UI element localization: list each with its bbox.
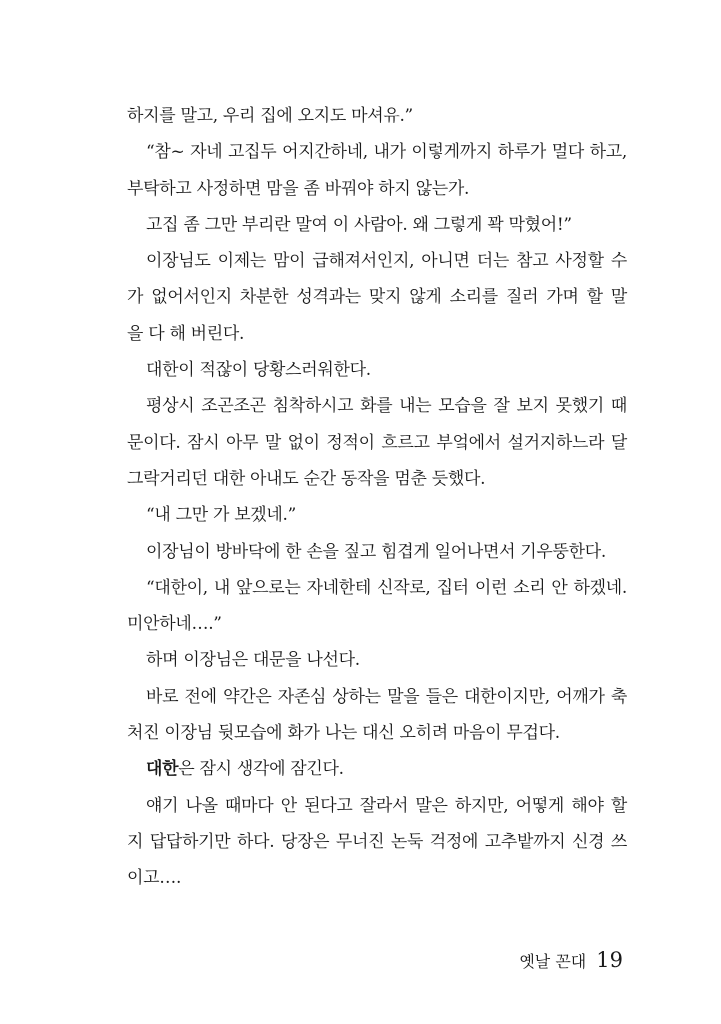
text-line: 고집 좀 그만 부리란 말여 이 사람아. 왜 그렇게 꽉 막혔어!” [146,214,572,235]
text-line [127,751,627,787]
text-line-rest: 은 잠시 생각에 잠긴다. [178,759,344,780]
text-line: 가 없어서인지 차분한 성격과는 맞지 않게 소리를 질러 가며 할 말 [127,287,627,308]
bold-word: 대한 [146,759,179,780]
text-line: 처진 이장님 뒷모습에 화가 나는 대신 오히려 마음이 무겁다. [127,723,560,744]
running-book-title: 옛날 꼰대 [519,952,587,971]
text-line: 문이다. 잠시 아무 말 없이 정적이 흐르고 부엌에서 설거지하느라 달 [127,432,627,453]
text-line: 부탁하고 사정하면 맘을 좀 바꿔야 하지 않는가. [127,178,470,199]
text-line: “내 그만 가 보겠네.” [146,505,297,526]
text-line: 그락거리던 대한 아내도 순간 동작을 멈춘 듯했다. [127,468,486,489]
text-line: 이고…. [127,868,182,889]
text-line: 얘기 나올 때마다 안 된다고 잘라서 말은 하지만, 어떻게 해야 할 [146,795,627,816]
page-number: 19 [596,948,623,972]
body-text [127,98,627,897]
page-footer [519,943,623,977]
text-line: 대한이 적잖이 당황스러워한다. [146,360,371,381]
text-line: 이장님도 이제는 맘이 급해져서인지, 아니면 더는 참고 사정할 수 [146,251,627,272]
text-line: 하지를 말고, 우리 집에 오지도 마셔유.” [127,106,413,126]
text-line: 지 답답하기만 하다. 당장은 무너진 논둑 걱정에 고추밭까지 신경 쓰 [127,831,627,852]
text-line: 하며 이장님은 대문을 나선다. [146,650,360,671]
text-line: 바로 전에 약간은 자존심 상하는 말을 들은 대한이지만, 어깨가 축 [146,686,627,707]
text-line: 을 다 해 버린다. [127,323,245,344]
text-line: 평상시 조곤조곤 침착하시고 화를 내는 모습을 잘 보지 못했기 때 [146,396,627,417]
text-line: “참~ 자네 고집두 어지간하네, 내가 이렇게까지 하루가 멀다 하고, [146,142,627,163]
text-line: 이장님이 방바닥에 한 손을 짚고 힘겹게 일어나면서 기우뚱한다. [146,541,607,562]
text-line: 미안하네….” [127,614,222,635]
text-line: “대한이, 내 앞으로는 자네한테 신작로, 집터 이런 소리 안 하겠네. [146,577,627,598]
